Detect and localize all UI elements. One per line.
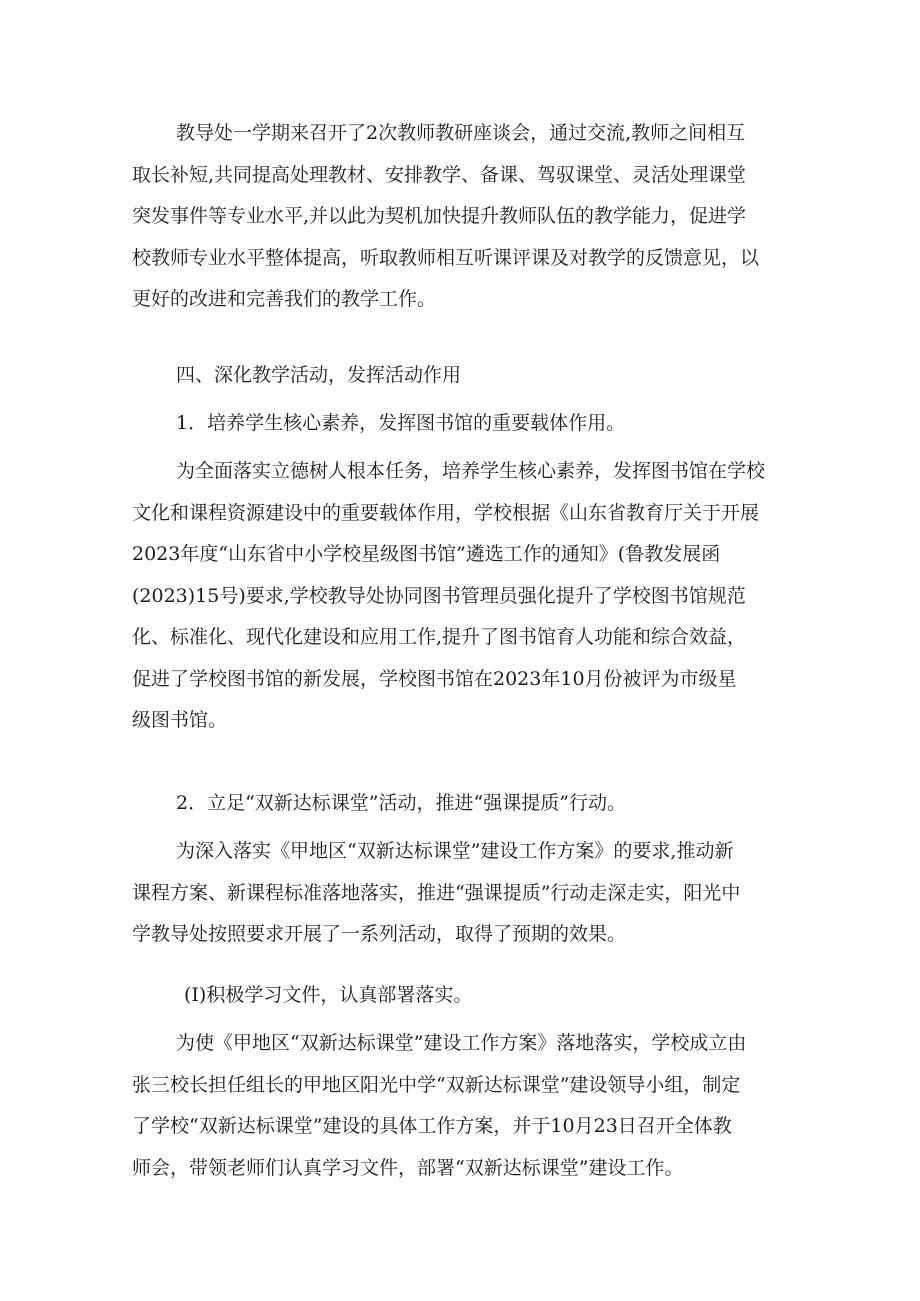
- text-line: 为使《甲地区“双新达标课堂”建设工作方案》落地落实，学校成立由: [176, 1032, 747, 1054]
- text-line: 取长补短,共同提高处理教材、安排教学、备课、驾驭课堂、灵活处理课堂: [132, 163, 747, 186]
- item-heading-classroom: 2．立足“双新达标课堂”活动，推进“强课提质”行动。: [176, 792, 626, 814]
- text-line: 学教导处按照要求开展了一系列活动，取得了预期的效果。: [132, 923, 627, 945]
- text-line: 突发事件等专业水平,并以此为契机加快提升教师队伍的教学能力，促进学: [132, 205, 747, 227]
- text-line: 了学校“双新达标课堂”建设的具体工作方案，并于10月23日召开全体教: [132, 1115, 732, 1137]
- text-line: 化、标准化、现代化建设和应用工作,提升了图书馆育人功能和综合效益，: [132, 626, 747, 648]
- subitem-heading-study: (I)积极学习文件，认真部署落实。: [184, 984, 473, 1006]
- text-line: 2023年度“山东省中小学校星级图书馆”遴选工作的通知》(鲁教发展函: [132, 543, 721, 565]
- paragraph-study: [132, 1023, 802, 1189]
- item-heading-library: 1．培养学生核心素养，发挥图书馆的重要载体作用。: [176, 412, 626, 434]
- text-line: (2023)15号)要求,学校教导处协同图书管理员强化提升了学校图书馆规范: [132, 584, 746, 607]
- paragraph-library: [132, 451, 802, 742]
- text-line: 为深入落实《甲地区“双新达标课堂”建设工作方案》的要求,推动新: [176, 840, 734, 862]
- text-line: 为全面落实立德树人根本任务，培养学生核心素养，发挥图书馆在学校: [176, 460, 766, 482]
- text-line: 文化和课程资源建设中的重要载体作用，学校根据《山东省教育厅关于开展: [132, 501, 760, 524]
- paragraph-classroom: [132, 831, 802, 956]
- text-line: 师会，带领老师们认真学习文件，部署“双新达标课堂”建设工作。: [132, 1156, 684, 1179]
- text-line: 校教师专业水平整体提高，听取教师相互听课评课及对教学的反馈意见，以: [132, 246, 760, 269]
- text-line: 促进了学校图书馆的新发展，学校图书馆在2023年10月份被评为市级星: [132, 667, 737, 690]
- text-line: 课程方案、新课程标准落地落实，推进“强课提质”行动走深走实，阳光中: [132, 881, 741, 904]
- paragraph-teaching-seminar: [132, 113, 802, 321]
- text-line: 级图书馆。: [132, 709, 228, 731]
- text-line: 张三校长担任组长的甲地区阳光中学“双新达标课堂”建设领导小组，制定: [132, 1073, 741, 1096]
- text-line: 更好的改进和完善我们的教学工作。: [132, 288, 437, 310]
- section-heading-four: 四、深化教学活动，发挥活动作用: [176, 364, 462, 386]
- text-line: 教导处一学期来召开了2次教师教研座谈会，通过交流,教师之间相互: [176, 122, 746, 144]
